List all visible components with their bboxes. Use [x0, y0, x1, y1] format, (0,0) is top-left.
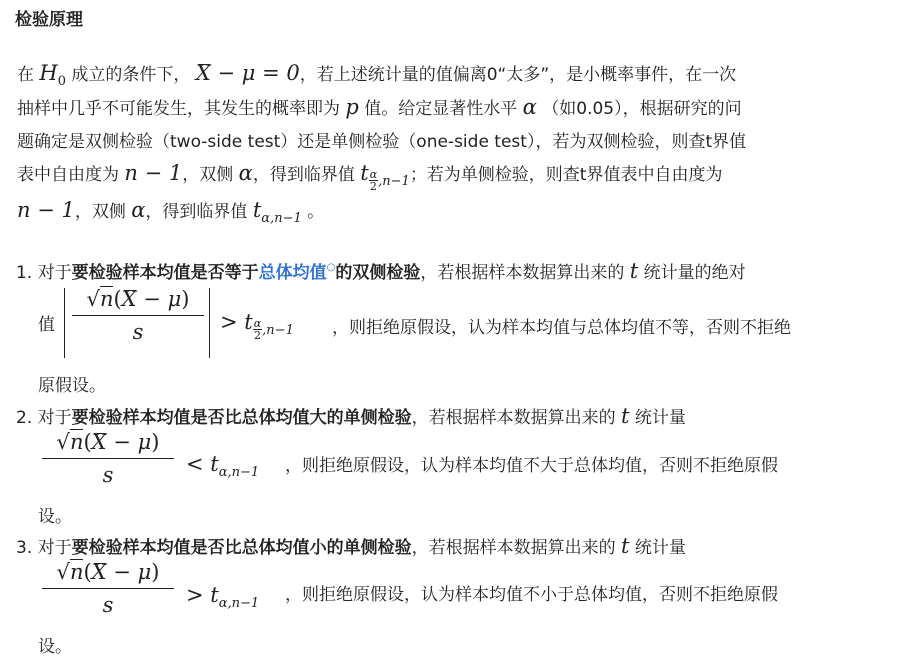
inequality-math: > t $\frac{\alpha}{2}$ $_{,n-1}$	[220, 310, 294, 342]
intro-text: 抽样中几乎不可能发生，其发生的概率即为	[17, 99, 340, 119]
item-tail: 设。	[38, 637, 72, 657]
intro-text: ，双侧	[74, 202, 126, 222]
t-math: t	[621, 534, 630, 558]
item-number: 3.	[16, 538, 33, 558]
n-minus-1-math: n − 1	[124, 161, 183, 185]
population-mean-link[interactable]: 总体均值	[258, 263, 327, 283]
p-math: p	[345, 95, 359, 119]
alpha-math: α	[522, 95, 537, 119]
intro-text: 在	[17, 65, 34, 85]
item-text: ，若根据样本数据算出来的	[420, 263, 625, 283]
n-minus-1-math: n − 1	[17, 198, 75, 222]
inequality-math: < $t_{\alpha,n-1}$	[186, 452, 260, 480]
intro-text: 成立的条件下，	[71, 65, 191, 85]
intro-text: ；若为单侧检验，则查t界值表中自由度为	[409, 165, 723, 185]
item-number: 2.	[16, 408, 33, 428]
intro-text: 题确定是双侧检验（two-side test）还是单侧检验（one-side test），若为双侧检验，则查t界值	[17, 132, 747, 152]
xbar-mu-math: X − μ = 0	[195, 61, 300, 85]
section-heading: 检验原理	[15, 10, 83, 30]
intro-text: （如0.05），根据研究的问	[542, 99, 742, 119]
intro-text: ，得到临界值	[145, 202, 248, 222]
item-conclusion: ，则拒绝原假设，认为样本均值不大于总体均值，否则不拒绝原假	[285, 456, 778, 476]
intro-text: 值。给定显著性水平	[364, 99, 518, 119]
t-statistic-fraction: $\frac{√n(X - \mu)}{s}$	[42, 560, 174, 617]
intro-text: 。	[307, 202, 325, 222]
item-text: 值	[38, 315, 55, 335]
item-tail: 原假设。	[38, 376, 106, 396]
abs-bar-right	[209, 288, 210, 358]
item-conclusion: ，则拒绝原假设，认为样本均值与总体均值不等，否则不拒绝	[332, 318, 791, 338]
item-text: ，若根据样本数据算出来的	[411, 408, 616, 428]
t-critical-one-side-math: $t_{\alpha,n-1}$	[252, 198, 302, 226]
intro-text: ，双侧	[182, 165, 234, 185]
t-statistic-fraction: $\frac{√n(X - \mu)}{s}$	[72, 287, 204, 344]
intro-text: 表中自由度为	[17, 165, 119, 185]
item-tail: 设。	[38, 507, 72, 527]
link-search-icon[interactable]: ○	[326, 262, 336, 273]
inequality-math: > $t_{\alpha,n-1}$	[186, 583, 260, 611]
item-text: 对于	[37, 538, 72, 558]
t-math: t	[621, 404, 630, 428]
item-conclusion: ，则拒绝原假设，认为样本均值不小于总体均值，否则不拒绝原假	[285, 585, 778, 605]
abs-bar-left	[64, 288, 65, 358]
item-bold-text: 要检验样本均值是否比总体均值小的单侧检验	[71, 538, 412, 558]
intro-text: ，得到临界值	[252, 165, 355, 185]
t-math: t	[629, 259, 639, 283]
item-text: 对于	[37, 263, 72, 283]
h0-math: $H_0$	[39, 61, 67, 89]
item-bold-text: 的双侧检验	[335, 263, 421, 283]
item-text: 统计量的绝对	[643, 263, 746, 283]
alpha-math: α	[131, 198, 146, 222]
item-text: ，若根据样本数据算出来的	[411, 538, 616, 558]
intro-text: ，若上述统计量的值偏离0“太多”，是小概率事件，在一次	[299, 65, 737, 85]
alpha-math: α	[238, 161, 253, 185]
item-text: 对于	[37, 408, 72, 428]
item-number: 1.	[16, 263, 33, 283]
item-bold-text: 要检验样本均值是否等于	[71, 263, 259, 283]
t-critical-two-side-math: t $\frac{\alpha}{2}$ $_{,n-1}$	[360, 161, 410, 193]
item-bold-text: 要检验样本均值是否比总体均值大的单侧检验	[71, 408, 412, 428]
t-statistic-fraction: $\frac{√n(X - \mu)}{s}$	[42, 430, 174, 487]
item-text: 统计量	[634, 538, 686, 558]
item-text: 统计量	[634, 408, 686, 428]
